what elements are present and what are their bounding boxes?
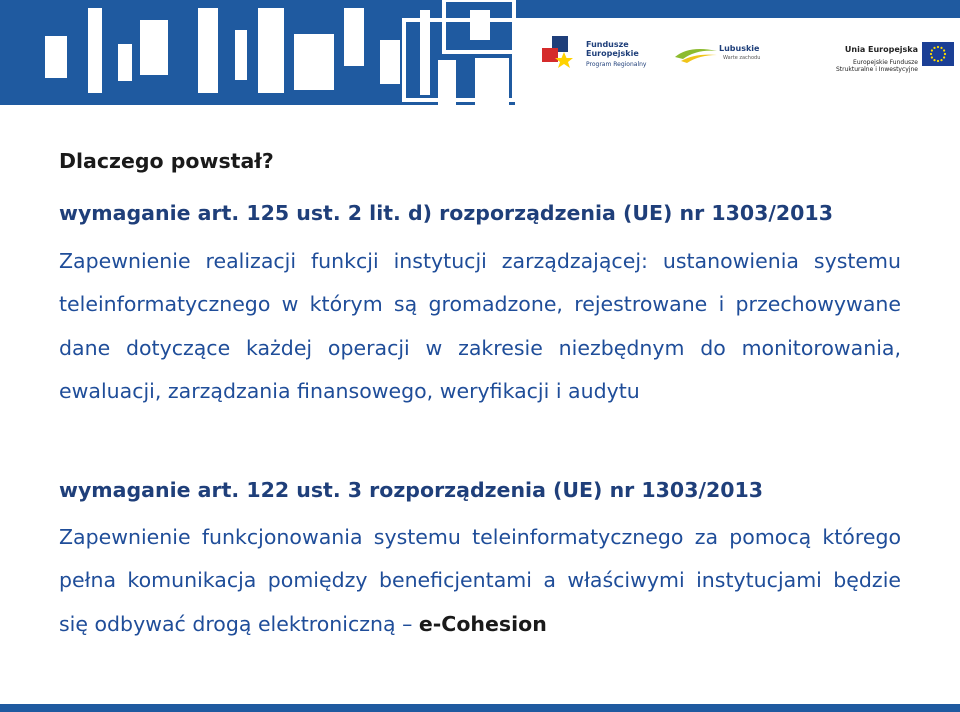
lubuskie-logo (675, 43, 775, 73)
deco-block (294, 34, 334, 90)
logo-panel (515, 18, 960, 105)
requirement-1-line-1: Zapewnienie realizacji funkcji instytucji zarządzającej: ustanowienia systemu (59, 249, 901, 273)
fe-subtitle: Program Regionalny (586, 61, 647, 68)
deco-block (235, 30, 247, 80)
deco-block (258, 8, 284, 93)
deco-block (470, 10, 490, 40)
lubuskie-name: Lubuskie (719, 44, 760, 53)
footer-bar (0, 704, 960, 712)
fundusze-europejskie-logo (538, 34, 647, 78)
requirement-2-title: wymaganie art. 122 ust. 3 rozporządzenia (UE) nr 1303/2013 (59, 478, 764, 502)
deco-block (344, 8, 364, 66)
requirement-2-line-3-text: się odbywać drogą elektroniczną – (59, 612, 419, 636)
deco-block (420, 10, 430, 95)
deco-block (475, 58, 509, 105)
requirement-1-line-2: teleinformatycznego w którym są gromadzone, rejestrowane i przechowywane (59, 292, 901, 316)
requirement-2-line-2: pełna komunikacja pomiędzy beneficjentami a właściwymi instytucjami będzie (59, 568, 901, 592)
deco-block (198, 8, 218, 93)
lubuskie-wave-icon (675, 43, 717, 63)
eu-subtitle: Europejskie Fundusze Strukturalne i Inwestycyjne (835, 59, 918, 73)
lubuskie-subtitle: Warte zachodu (723, 55, 761, 61)
requirement-1-line-4: ewaluacji, zarządzania finansowego, weryfikacji i audytu (59, 379, 640, 403)
fe-title: Fundusze Europejskie (586, 40, 639, 58)
deco-block (45, 36, 67, 78)
e-cohesion-emphasis: e-Cohesion (418, 612, 547, 636)
requirement-1-title: wymaganie art. 125 ust. 2 lit. d) rozporządzenia (UE) nr 1303/2013 (59, 201, 833, 225)
deco-block (140, 20, 168, 75)
page-heading: Dlaczego powstał? (59, 149, 274, 173)
requirement-2-line-1: Zapewnienie funkcjonowania systemu teleinformatycznego za pomocą którego (59, 525, 901, 549)
deco-block (88, 8, 102, 93)
deco-block (118, 44, 132, 81)
header-band (0, 0, 960, 105)
eu-title: Unia Europejska (844, 45, 918, 54)
requirement-2-line-3 (59, 611, 547, 637)
eu-logo (810, 38, 955, 82)
requirement-1-line-3: dane dotyczące każdej operacji w zakresie niezbędnym do monitorowania, (59, 336, 901, 360)
deco-block (380, 40, 400, 84)
eu-flag-icon (922, 42, 954, 66)
fe-star-icon (538, 34, 578, 74)
